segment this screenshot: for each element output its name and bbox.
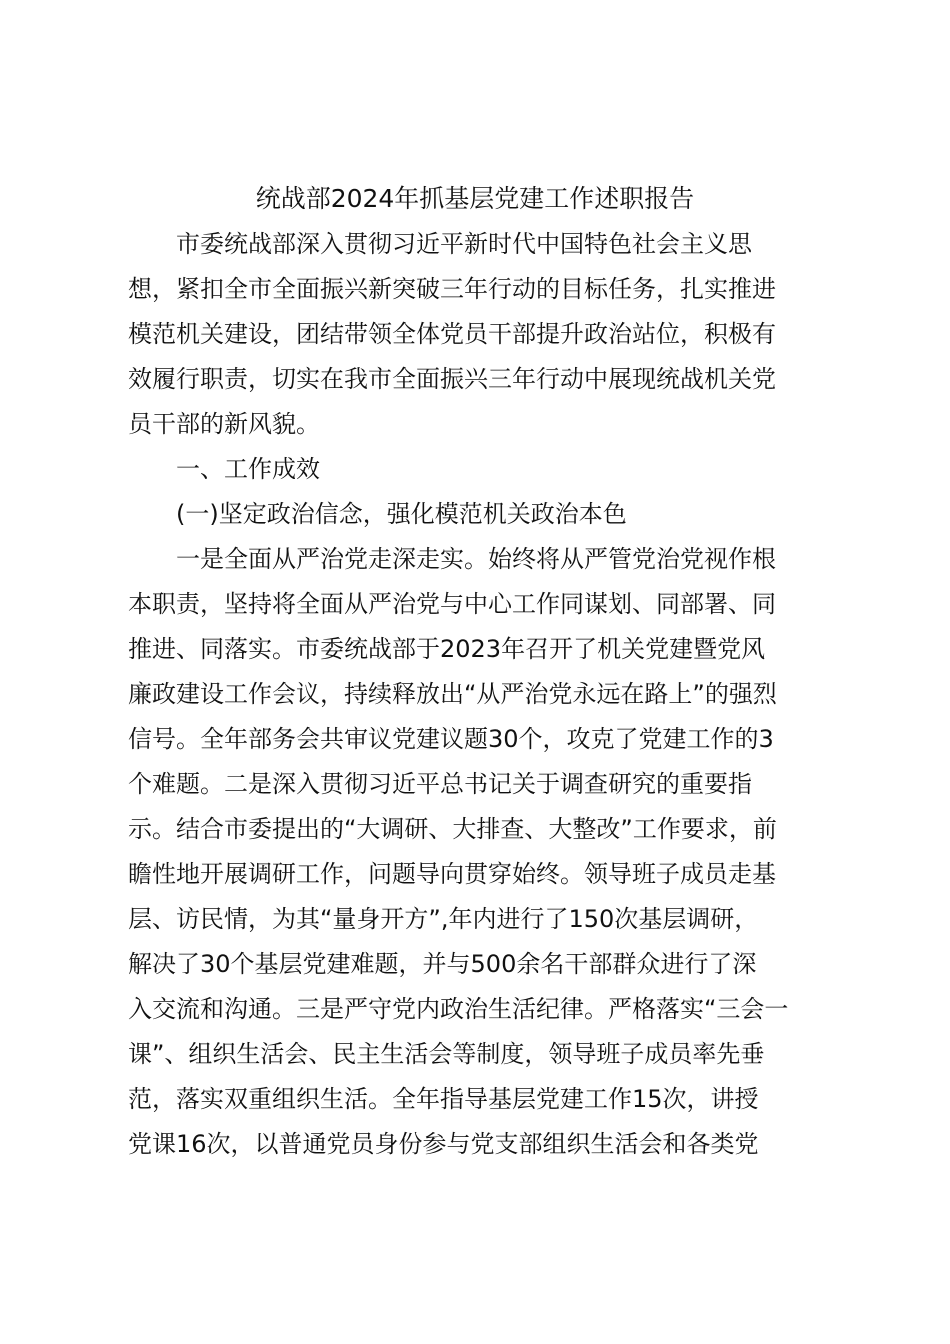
paragraph-line: 课”、组织生活会、民主生活会等制度，领导班子成员率先垂 <box>128 1040 765 1068</box>
paragraph-line: 本职责，坚持将全面从严治党与中心工作同谋划、同部署、同 <box>128 590 776 618</box>
paragraph-line: 层、访民情，为其“量身开方”,年内进行了150次基层调研， <box>128 905 759 933</box>
paragraph-line: 解决了30个基层党建难题，并与500余名干部群众进行了深 <box>128 950 757 978</box>
paragraph-line: 党课16次，以普通党员身份参与党支部组织生活会和各类党 <box>128 1130 759 1158</box>
paragraph-line: 瞻性地开展调研工作，问题导向贯穿始终。领导班子成员走基 <box>128 860 776 888</box>
paragraph-line: 个难题。二是深入贯彻习近平总书记关于调查研究的重要指 <box>128 770 752 798</box>
paragraph-line: 入交流和沟通。三是严守党内政治生活纪律。严格落实“三会一 <box>128 995 789 1023</box>
paragraph-line: 示。结合市委提出的“大调研、大排查、大整改”工作要求，前 <box>128 815 777 843</box>
section-heading: 一、工作成效 <box>176 455 320 483</box>
paragraph-line: 市委统战部深入贯彻习近平新时代中国特色社会主义思 <box>176 230 752 258</box>
paragraph-line: 范，落实双重组织生活。全年指导基层党建工作15次，讲授 <box>128 1085 759 1113</box>
paragraph-line: 推进、同落实。市委统战部于2023年召开了机关党建暨党风 <box>128 635 766 663</box>
paragraph-line: 想，紧扣全市全面振兴新突破三年行动的目标任务，扎实推进 <box>128 275 776 303</box>
paragraph-line: 效履行职责，切实在我市全面振兴三年行动中展现统战机关党 <box>128 365 776 393</box>
paragraph-line: 信号。全年部务会共审议党建议题30个，攻克了党建工作的3 <box>128 725 774 753</box>
paragraph-line: 员干部的新风貌。 <box>128 410 320 438</box>
subsection-heading: (一)坚定政治信念，强化模范机关政治本色 <box>176 500 627 528</box>
paragraph-line: 模范机关建设，团结带领全体党员干部提升政治站位，积极有 <box>128 320 776 348</box>
paragraph-line: 廉政建设工作会议，持续释放出“从严治党永远在路上”的强烈 <box>128 680 777 708</box>
document-title: 统战部2024年抓基层党建工作述职报告 <box>255 184 695 213</box>
paragraph-line: 一是全面从严治党走深走实。始终将从严管党治党视作根 <box>176 545 776 573</box>
